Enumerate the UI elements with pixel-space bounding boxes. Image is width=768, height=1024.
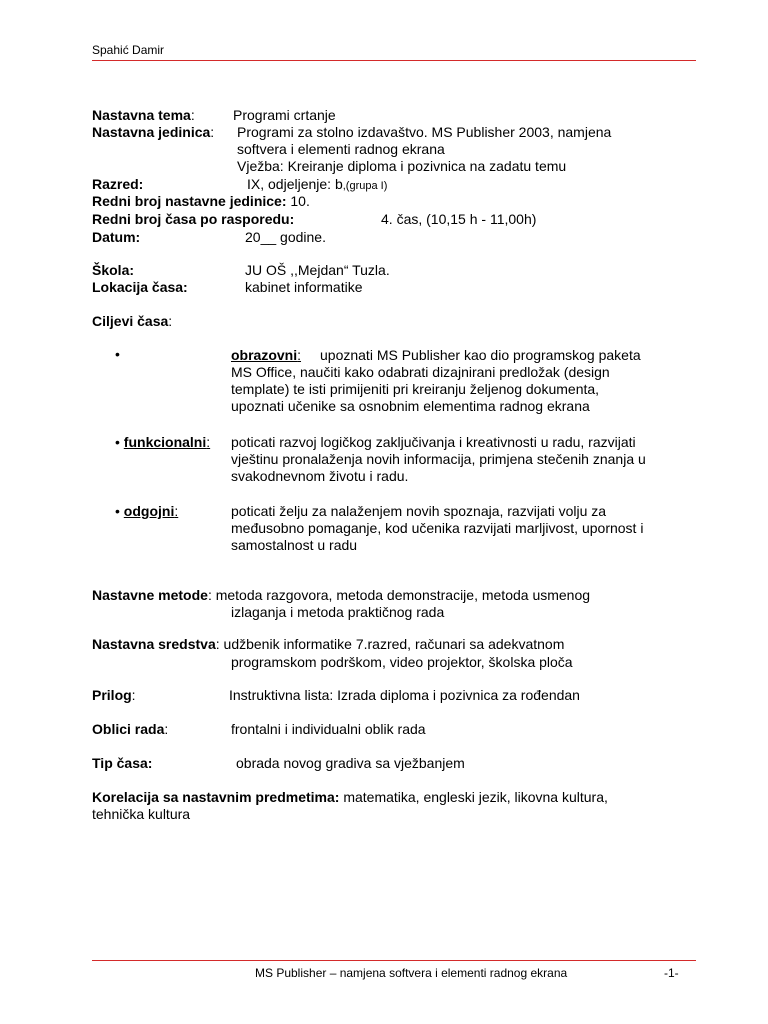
korelacija-value: matematika, engleski jezik, likovna kultura, (343, 789, 608, 805)
oblici-colon: : (164, 721, 169, 737)
funkcionalni-line-3: svakodnevnom životu i radu. (231, 468, 409, 484)
row-jedinica (92, 124, 214, 141)
razred-label: Razred: (92, 176, 144, 192)
row-ciljevi (92, 313, 172, 330)
odgojni-label: odgojni (123, 503, 175, 519)
oblici-row (92, 721, 168, 738)
obrazovni-colon: : (297, 347, 302, 363)
ciljevi-label: Ciljevi časa (92, 313, 169, 329)
razred-text: IX, odjeljenje: b (247, 176, 343, 192)
obrazovni-line-1: upoznati MS Publisher kao dio programskog paketa (320, 347, 641, 363)
odgojni-line-2: međusobno pomaganje, kod učenika razvijati marljivost, upornost i (231, 520, 644, 536)
metode-colon: : (207, 587, 212, 603)
obrazovni-line-2: MS Office, naučiti kako odabrati dizajnirani predložak (design (231, 364, 610, 380)
jedinica-label: Nastavna jedinica (92, 124, 211, 140)
metode-line-2: izlaganja i metoda praktičnog rada (231, 604, 445, 620)
funkcionalni-line-1: poticati razvoj logičkog zaključivanja i kreativnosti u radu, razvijati (231, 434, 636, 450)
sredstva-label: Nastavna sredstva (92, 636, 216, 652)
metode-label: Nastavne metode (92, 587, 208, 603)
jedinica-line-2: softvera i elementi radnog ekrana (237, 141, 445, 157)
prilog-label: Prilog (92, 687, 132, 703)
oblici-label: Oblici rada (92, 721, 165, 737)
sredstva-line-2: programskom podrškom, video projektor, školska ploča (231, 654, 573, 670)
footer-title: MS Publisher – namjena softvera i elementi radnog ekrana (255, 966, 568, 980)
row-tema (92, 107, 195, 124)
razred-group: ,(grupa I) (342, 180, 388, 192)
funkcionalni-label: funkcionalni (123, 434, 207, 450)
page-number: -1- (664, 966, 679, 980)
redni-cas-label: Redni broj časa po rasporedu: (92, 211, 295, 227)
odgojni-line-3: samostalnost u radu (231, 537, 358, 553)
skola-label: Škola: (92, 262, 135, 278)
sredstva-colon: : (215, 636, 220, 652)
prilog-value: Instruktivna lista: Izrada diploma i pozivnica za rođendan (229, 687, 580, 703)
prilog-row (92, 687, 136, 704)
sredstva-row (92, 636, 564, 653)
obrazovni-line-3: template) te isti primijeniti pri kreiranju željenog dokumenta, (231, 381, 600, 397)
datum-value: 20__ godine. (245, 229, 326, 245)
funkcionalni-line-2: vještinu pronalaženja novih informacija, primjena stečenih znanja u (231, 451, 646, 467)
funkcionalni-colon: : (206, 434, 211, 450)
obrazovni-label: obrazovni (231, 347, 298, 363)
row-redni-broj (92, 193, 310, 210)
header-rule (92, 60, 696, 61)
redni-broj-label: Redni broj nastavne jedinice: (92, 193, 287, 209)
funkcionalni-heading (115, 434, 210, 451)
lokacija-value: kabinet informatike (245, 279, 363, 295)
lokacija-label: Lokacija časa: (92, 279, 188, 295)
jedinica-line-3: Vježba: Kreiranje diploma i pozivnica na zadatu temu (237, 158, 567, 174)
tema-label: Nastavna tema (92, 107, 191, 123)
korelacija-label: Korelacija sa nastavnim predmetima: (92, 789, 340, 805)
obrazovni-line-4: upoznati učenike sa osnobnim elementima radnog ekrana (231, 398, 590, 414)
odgojni-heading (115, 503, 178, 520)
prilog-colon: : (131, 687, 136, 703)
redni-broj-value: 10. (290, 193, 310, 209)
bullet-obrazovni: • (115, 346, 120, 362)
jedinica-line-1: Programi za stolno izdavaštvo. MS Publisher 2003, namjena (237, 124, 612, 140)
korelacija-row (92, 789, 608, 806)
tip-value: obrada novog gradiva sa vježbanjem (236, 755, 465, 771)
odgojni-colon: : (174, 503, 179, 519)
obrazovni-heading (231, 347, 301, 364)
datum-label: Datum: (92, 229, 141, 245)
jedinica-colon: : (210, 124, 215, 140)
korelacija-line-2: tehnička kultura (92, 806, 191, 822)
tema-value: Programi crtanje (233, 107, 336, 123)
odgojni-line-1: poticati želju za nalaženjem novih spoznaja, razvijati volju za (231, 503, 607, 519)
tip-label: Tip časa: (92, 755, 153, 771)
metode-row (92, 587, 590, 604)
footer-rule (92, 960, 696, 961)
tema-colon: : (190, 107, 195, 123)
bullet-funkcionalni: • (115, 434, 120, 450)
redni-cas-value: 4. čas, (10,15 h - 11,00h) (381, 211, 537, 227)
bullet-odgojni: • (115, 503, 120, 519)
oblici-value: frontalni i individualni oblik rada (231, 721, 426, 737)
header-author: Spahić Damir (92, 43, 165, 57)
sredstva-line-1: udžbenik informatike 7.razred, računari sa adekvatnom (223, 636, 565, 652)
metode-line-1: metoda razgovora, metoda demonstracije, metoda usmenog (215, 587, 591, 603)
ciljevi-colon: : (168, 313, 173, 329)
skola-value: JU OŠ ,,Mejdan“ Tuzla. (245, 262, 390, 278)
